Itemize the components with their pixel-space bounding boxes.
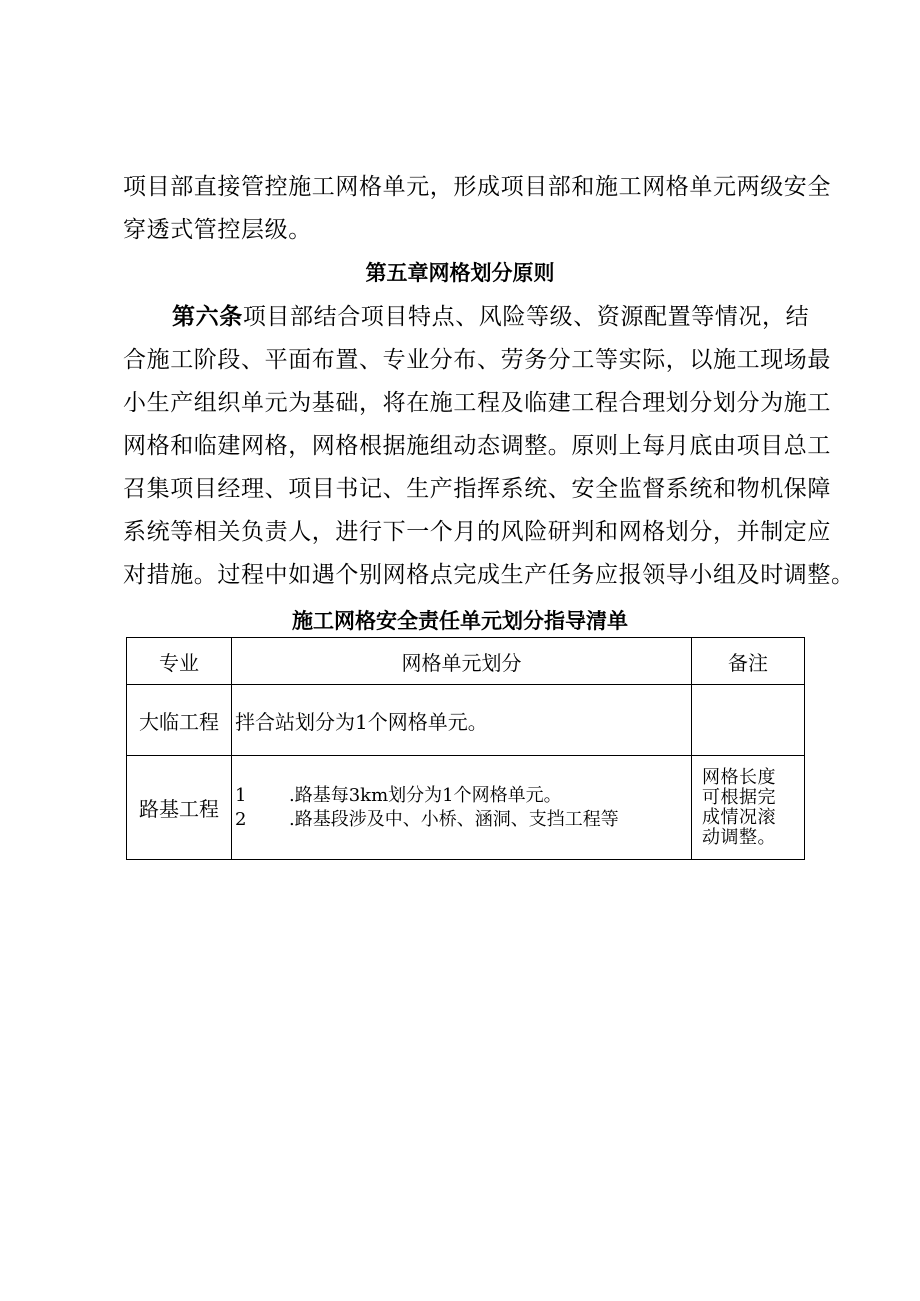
intro-line-1: 项目部直接管控施工网格单元，形成项目部和施工网格单元两级安全 <box>123 174 831 200</box>
article-line-1-text: 项目部结合项目特点、风险等级、资源配置等情况，结 <box>242 304 810 330</box>
row-category: 路基工程 <box>127 756 232 860</box>
row-description: 拌合站划分为1个网格单元。 <box>232 685 692 756</box>
row-note <box>692 685 805 756</box>
note-line: 成情况滚 <box>702 806 776 828</box>
table-row <box>127 756 805 860</box>
intro-line-2: 穿透式管控层级。 <box>123 217 312 243</box>
grid-division-table <box>126 637 805 860</box>
article-line-5: 召集项目经理、项目书记、生产指挥系统、安全监督系统和物机保障 <box>123 476 831 502</box>
note-line: 动调整。 <box>702 826 776 848</box>
list-item <box>235 808 691 832</box>
table-header-row <box>127 638 805 685</box>
header-notes: 备注 <box>692 638 805 685</box>
article-line-3: 小生产组织单元为基础，将在施工程及临建工程合理划分划分为施工 <box>123 390 831 416</box>
article-line-6: 系统等相关负责人，进行下一个月的风险研判和网格划分，并制定应 <box>123 519 831 545</box>
item-number: 1 <box>235 784 247 806</box>
row-description <box>232 756 692 860</box>
table-row <box>127 685 805 756</box>
header-specialty: 专业 <box>127 638 232 685</box>
table-title: 施工网格安全责任单元划分指导清单 <box>292 609 628 633</box>
note-line: 可根据完 <box>702 786 776 808</box>
article-line-4: 网格和临建网格，网格根据施组动态调整。原则上每月底由项目总工 <box>123 433 831 459</box>
item-text: .路基每3km划分为1个网格单元。 <box>289 784 562 806</box>
item-number: 2 <box>235 808 247 830</box>
chapter-title: 第五章网格划分原则 <box>365 261 555 285</box>
row-category: 大临工程 <box>127 685 232 756</box>
row-note <box>692 756 805 860</box>
item-text: .路基段涉及中、小桥、涵洞、支挡工程等 <box>289 808 619 830</box>
note-line: 网格长度 <box>702 766 776 788</box>
article-line-7: 对措施。过程中如遇个别网格点完成生产任务应报领导小组及时调整。 <box>123 562 855 588</box>
header-grid-division: 网格单元划分 <box>232 638 692 685</box>
article-line-1 <box>172 302 809 332</box>
list-item <box>235 784 691 808</box>
article-line-2: 合施工阶段、平面布置、专业分布、劳务分工等实际，以施工现场最 <box>123 347 831 373</box>
article-label: 第六条 <box>172 304 243 330</box>
